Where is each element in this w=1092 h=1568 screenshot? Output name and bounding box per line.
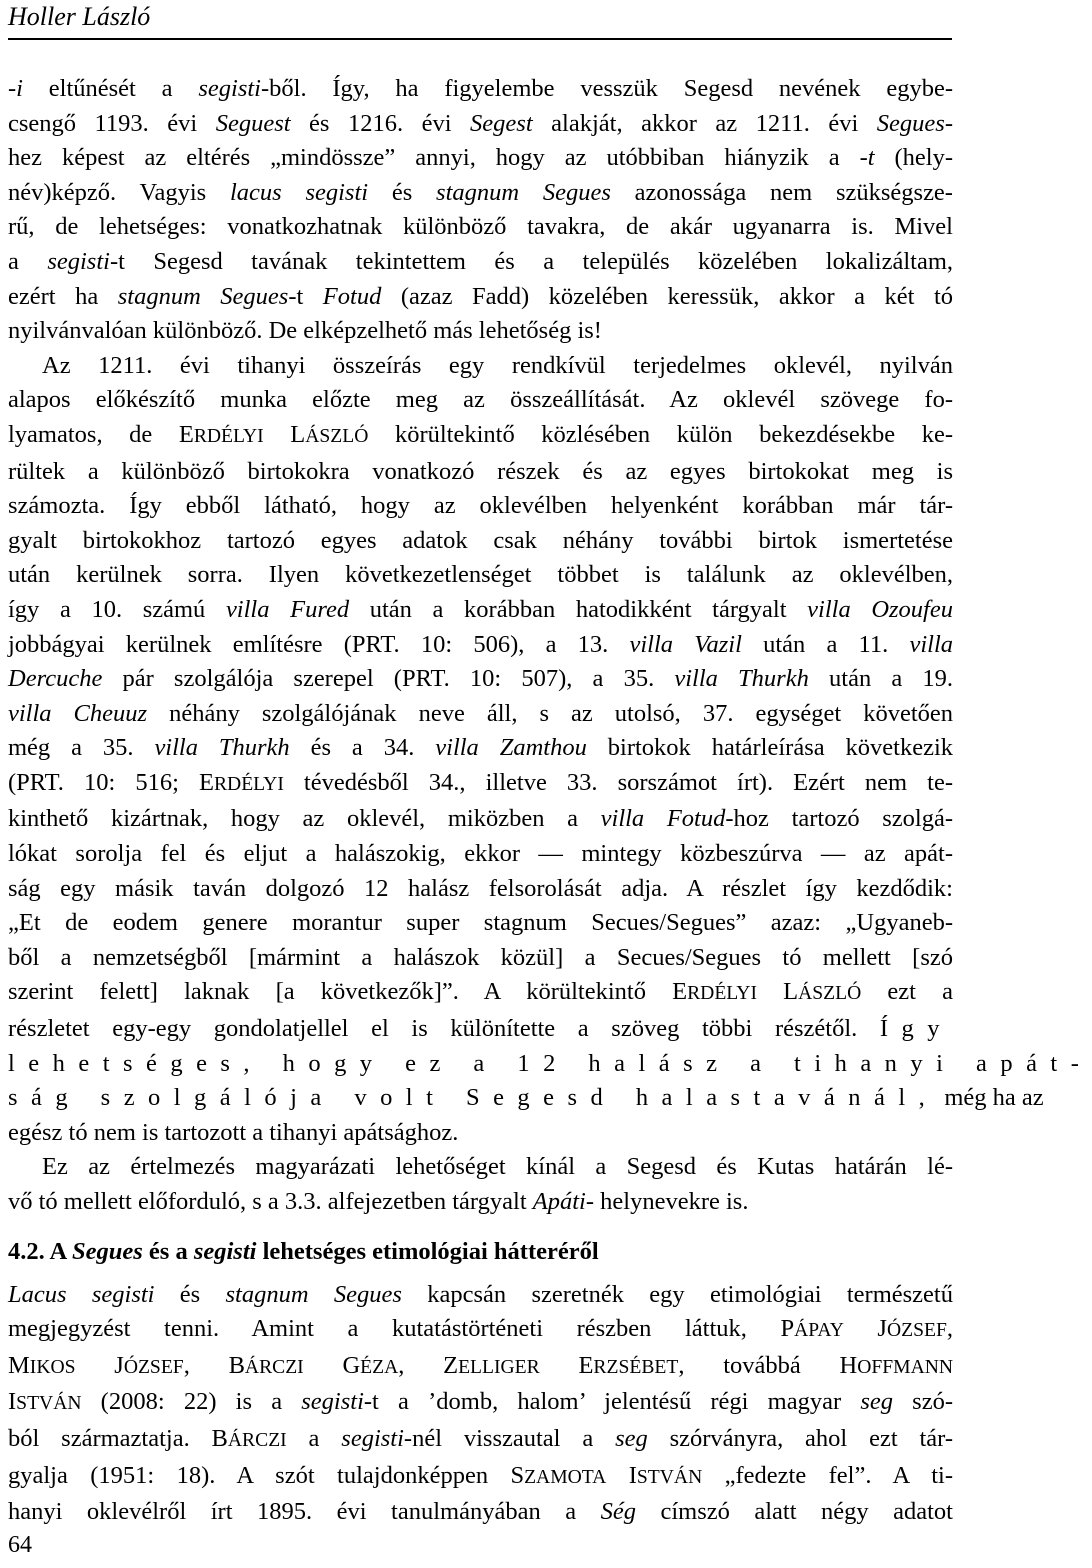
text-line: hanyi oklevélről írt 1895. évi tanulmányában a Ség címszó alatt négy adatot [8,1498,953,1526]
text-line: így a 10. számú villa Fured után a korábban hatodikként tárgyalt villa Ozoufeu [8,595,953,623]
text-line: (PRT. 10: 516; ERDÉLYI tévedésből 34., illetve 33. sorszámot írt). Ezért nem te- [8,768,953,796]
text-line: ISTVÁN (2008: 22) is a segisti-t a ’domb, halom’ jelentésű régi magyar seg szó- [8,1388,954,1416]
text-line: Dercuche pár szolgálója szerepel (PRT. 10: 507), a 35. villa Thurkh után a 19. [8,665,954,693]
text-line: Lacus segisti és stagnum Segues kapcsán szeretnék egy etimológiai természetű [8,1280,953,1308]
text-line: rű, de lehetséges: vonatkozhatnak különböző tavakra, de akár ugyanarra is. Mivel [8,213,953,241]
text-line: a segisti-t Segesd tavának tekintettem és a település közelében lokalizáltam, [8,247,954,275]
text-line: részletet egy-egy gondolatjellel el is különítette a szöveg többi részétől. Így [8,1015,953,1043]
text-line: jobbágyai kerülnek említésre (PRT. 10: 506), a 13. villa Vazil után a 11. villa [8,630,954,658]
text-line: számozta. Így ebből látható, hogy az oklevélben helyenként korábban már tár- [8,492,953,520]
text-line: gyalt birtokokhoz tartozó egyes adatok csak néhány további birtok ismertetése [8,526,953,554]
text-line: ezért ha stagnum Segues-t Fotud (azaz Fadd) közelében keressük, akkor a két tó [8,282,953,310]
text-line: hez képest az eltérés „mindössze” annyi, hogy az utóbbiban hiányzik a -t (hely- [8,144,953,172]
text-line: lehetséges, hogy ez a 12 halász a tihanyi apát- [8,1049,1092,1077]
text-line: nyilvánvalóan különböző. De elképzelhető más lehetőség is! [8,317,602,345]
header-rule [8,38,952,40]
text-line: Az 1211. évi tihanyi összeírás egy rendkívül terjedelmes oklevél, nyilván [42,351,953,379]
page-number: 64 [8,1532,32,1558]
text-line: szerint felett] laknak [a következők]”. A körültekintő ERDÉLYI LÁSZLÓ ezt a [8,978,954,1006]
text-line: Ez az értelmezés magyarázati lehetőséget kínál a Segesd és Kutas határán lé- [42,1153,953,1181]
section-heading: 4.2. A Segues és a segisti lehetséges etimológiai hátteréről [8,1237,599,1265]
text-line: vő tó mellett előforduló, s a 3.3. alfejezetben tárgyalt Apáti- helynevekre is. [8,1188,749,1215]
text-line: lyamatos, de ERDÉLYI LÁSZLÓ körültekintő közlésében külön bekezdésekbe ke- [8,420,953,448]
text-line: még a 35. villa Thurkh és a 34. villa Zamthou birtokok határleírása következik [8,734,954,762]
text-line: csengő 1193. évi Seguest és 1216. évi Segest alakját, akkor az 1211. évi Segues- [8,109,953,137]
text-line: MIKOS JÓZSEF, BÁRCZI GÉZA, ZELLIGER ERZSÉBET, továbbá HOFFMANN [8,1351,954,1379]
text-line: egész tó nem is tartozott a tihanyi apátsághoz. [8,1118,459,1146]
text-line: ből a nemzetségből [mármint a halászok közül] a Secues/Segues tó mellett [szó [8,943,953,971]
text-line: megjegyzést tenni. Amint a kutatástörténeti részben láttuk, PÁPAY JÓZSEF, [8,1315,953,1343]
text-line: név)képző. Vagyis lacus segisti és stagnum Segues azonossága nem szükségsze- [8,178,953,206]
text-line: -i eltűnését a segisti-ből. Így, ha figyelembe vesszük Segesd nevének egybe- [8,75,954,102]
running-head: Holler László [8,2,151,31]
text-line: után kerülnek sorra. Ilyen következetlenséget többet is találunk az oklevélben, [8,561,953,589]
text-line: kinthető kizártnak, hogy az oklevél, miközben a villa Fotud-hoz tartozó szolgá- [8,805,953,833]
text-line: „Et de eodem genere morantur super stagnum Secues/Segues” azaz: „Ugyaneb- [8,909,953,937]
text-line: alapos előkészítő munka előzte meg az összeállítását. Az oklevél szövege fo- [8,386,953,414]
text-line: lókat sorolja fel és eljut a halászokig, ekkor — mintegy közbeszúrva — az apát- [8,840,953,868]
text-line: ból származtatja. BÁRCZI a segisti-nél visszautal a seg szórványra, ahol ezt tár- [8,1424,953,1452]
text-line: rültek a különböző birtokokra vonatkozó részek és az egyes birtokokat meg is [8,457,953,485]
text-line: villa Cheuuz néhány szolgálójának neve áll, s az utolsó, 37. egységet követően [8,699,953,727]
text-line: ság szolgálója volt Segesd halastavánál, még ha az [8,1084,1044,1112]
text-line: gyalja (1951: 18). A szót tulajdonképpen SZAMOTA ISTVÁN „fedezte fel”. A ti- [8,1461,953,1489]
page-body [8,72,1092,1530]
text-line: ság egy másik taván dolgozó 12 halász felsorolását adja. A részlet így kezdődik: [8,874,953,902]
